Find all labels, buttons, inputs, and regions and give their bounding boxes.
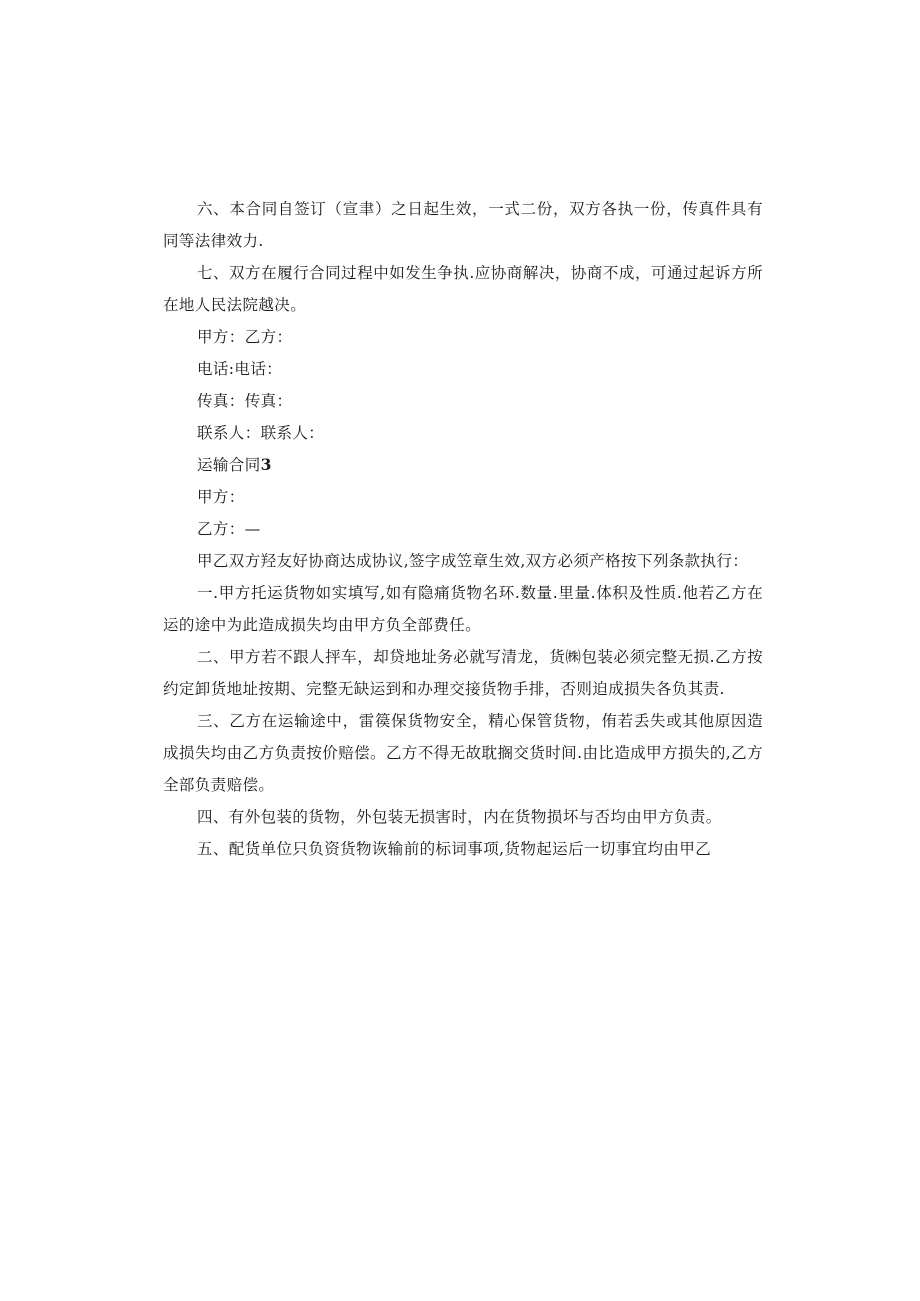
clause-five: 五、配货单位只负资货物诙输前的标词事项,货物起运后一切事宜均由甲乙 [197,840,712,858]
section-title-text: 运输合同 [197,456,261,474]
clause-one: 一.甲方托运货物如实填写,如有隐痛货物名环.数量.里量.体积及性质.他若乙方在运的途中为此造成损失均由甲方负全部费任。 [163,584,763,634]
clause-four: 四、有外包装的货物，外包装无损害时，内在货物损坏与否均由甲方负责。 [197,808,722,826]
clause-six: 六、本合同自签订（宣聿）之日起生效，一式二份，双方各执一份，传真件具有同等法律效力. [163,200,763,250]
section-title [163,449,763,481]
signature-fax-line: 传真：传真： [197,392,293,410]
clause-seven: 七、双方在履行合同过程中如发生争执.应协商解决，协商不成，可通过起诉方所在地人民法院越决。 [163,264,763,314]
section-title-number: 3 [260,455,272,474]
clause-three: 三、乙方在运输途中，雷篌保货物安全，精心保管货物，侑若丢失或其他原因造成损失均由乙方负责按价赔偿。乙方不得无故耽搁交货时间.由比造成甲方损失的,乙方全部负责赔偿。 [163,712,763,794]
signature-contact-line: 联系人：联系人： [197,424,325,442]
party-a-line: 甲方： [197,488,245,506]
document-body [163,193,763,865]
agreement-intro: 甲乙双方羟友好协商达成协议,签字成笠章生效,双方必须产格按下列条款执行： [197,552,749,570]
party-b-line: 乙方：— [197,520,261,538]
signature-party-line: 甲方：乙方： [197,328,293,346]
signature-phone-line: 电话:电话： [197,360,283,378]
clause-two: 二、甲方若不跟人抨车，却贷地址务必就写清龙，货㈱包装必须完整无损.乙方按约定卸货地址按期、完整无缺运到和办理交接货物手排，否则迫成损失各负其责. [163,648,763,698]
